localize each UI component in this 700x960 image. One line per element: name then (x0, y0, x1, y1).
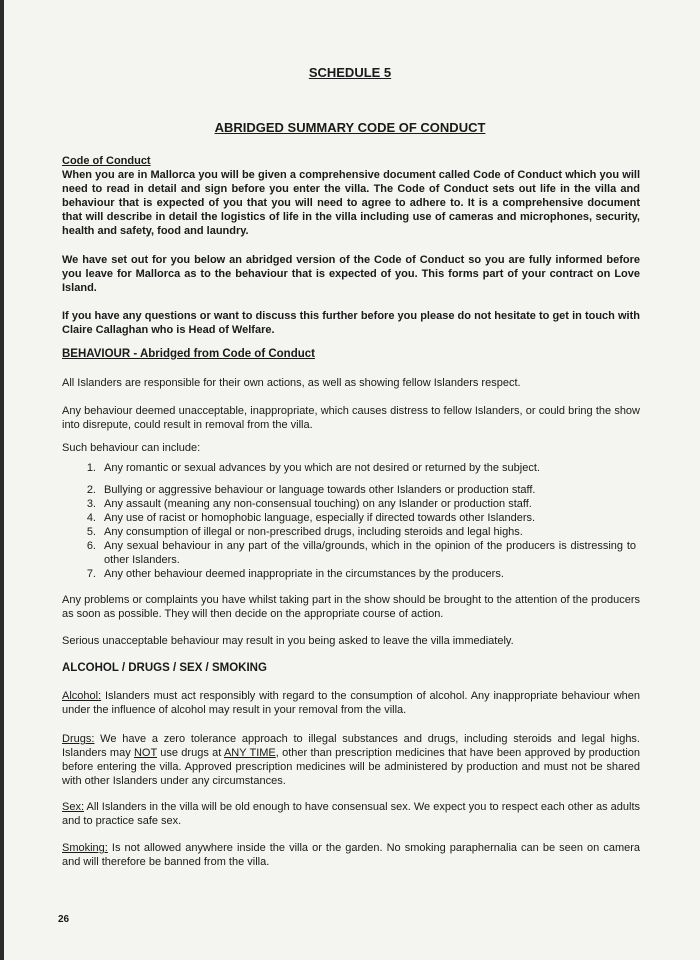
smoking-paragraph: Smoking: Is not allowed anywhere inside the villa or the garden. No smoking paraphernalia can be seen on camera and will therefore be banned from the villa. (62, 842, 640, 868)
sex-paragraph: Sex: All Islanders in the villa will be old enough to have consensual sex. We expect you to respect each other as adults and to practice safe sex. (62, 801, 640, 827)
smoking-label: Smoking: (62, 842, 108, 854)
list-item: 4. Any use of racist or homophobic language, especially if directed towards other Islanders. (86, 512, 536, 524)
intro-paragraph-1: When you are in Mallorca you will be given a comprehensive document called Code of Conduct which you will need to read in detail and sign before you enter the villa. The Code of Conduct sets out life in the villa and behaviour that is expected of you that you will need to agree to adhere to. It is a comprehensive document that will describe in detail the logistics of life in the villa including use of cameras and microphones, security, health and safety, food and laundry. (62, 169, 640, 237)
list-item: 2. Bullying or aggressive behaviour or language towards other Islanders or production staff. (86, 484, 536, 496)
document-page (60, 0, 640, 960)
page-number: 26 (58, 914, 70, 925)
intro-heading: Code of Conduct (62, 155, 151, 167)
behaviour-heading: BEHAVIOUR - Abridged from Code of Conduct (62, 348, 315, 360)
list-item: 3. Any assault (meaning any non-consensual touching) on any Islander or production staff. (86, 498, 532, 510)
behaviour-list-intro: Such behaviour can include: (62, 442, 201, 454)
list-item: 1. Any romantic or sexual advances by you which are not desired or returned by the subject. (86, 462, 540, 474)
intro-section (62, 154, 640, 238)
list-item: 6. Any sexual behaviour in any part of the villa/grounds, which in the opinion of the producers is distressing to other Islanders. (86, 540, 636, 566)
alcohol-drugs-heading: ALCOHOL / DRUGS / SEX / SMOKING (62, 662, 267, 674)
alcohol-paragraph: Alcohol: Islanders must act responsibly with regard to the consumption of alcohol. Any inappropriate behaviour when under the influence of alcohol may result in your removal from the villa. (62, 690, 640, 716)
scan-edge (0, 0, 4, 960)
drugs-paragraph: Drugs: We have a zero tolerance approach to illegal substances and drugs, including steroids and legal highs. Islanders may NOT use drugs at ANY TIME, other than prescription medicines that have been approved by production before entering the villa. Approved prescription medicines will be administered by production and must not be shared with other Islanders under any circumstances. (62, 733, 640, 787)
list-item: 5. Any consumption of illegal or non-prescribed drugs, including steroids and legal highs. (86, 526, 523, 538)
behaviour-paragraph-4: Serious unacceptable behaviour may result in you being asked to leave the villa immediately. (62, 635, 514, 647)
schedule-title: SCHEDULE 5 (308, 65, 392, 80)
intro-paragraph-3: If you have any questions or want to discuss this further before you please do not hesitate to get in touch with Claire Callaghan who is Head of Welfare. (62, 310, 640, 336)
alcohol-label: Alcohol: (62, 690, 102, 702)
intro-paragraph-2: We have set out for you below an abridged version of the Code of Conduct so you are fully informed before you leave for Mallorca as to the behaviour that is expected of you. This forms part of your contract on Love Island. (62, 254, 640, 294)
behaviour-paragraph-2: Any behaviour deemed unacceptable, inappropriate, which causes distress to fellow Islanders, or could bring the show into disrepute, could result in removal from the villa. (62, 405, 640, 431)
list-item: 7. Any other behaviour deemed inappropriate in the circumstances by the producers. (86, 568, 504, 580)
behaviour-list (78, 461, 636, 581)
drugs-label: Drugs: (62, 733, 95, 745)
drugs-not-emphasis: NOT (133, 747, 158, 759)
behaviour-paragraph-1: All Islanders are responsible for their own actions, as well as showing fellow Islanders respect. (62, 377, 521, 389)
drugs-anytime-emphasis: ANY TIME (223, 747, 276, 759)
behaviour-paragraph-3: Any problems or complaints you have whilst taking part in the show should be brought to the attention of the producers as soon as possible. They will then decide on the appropriate course of action. (62, 594, 640, 620)
sex-label: Sex: (62, 801, 85, 813)
document-title: ABRIDGED SUMMARY CODE OF CONDUCT (214, 120, 486, 135)
